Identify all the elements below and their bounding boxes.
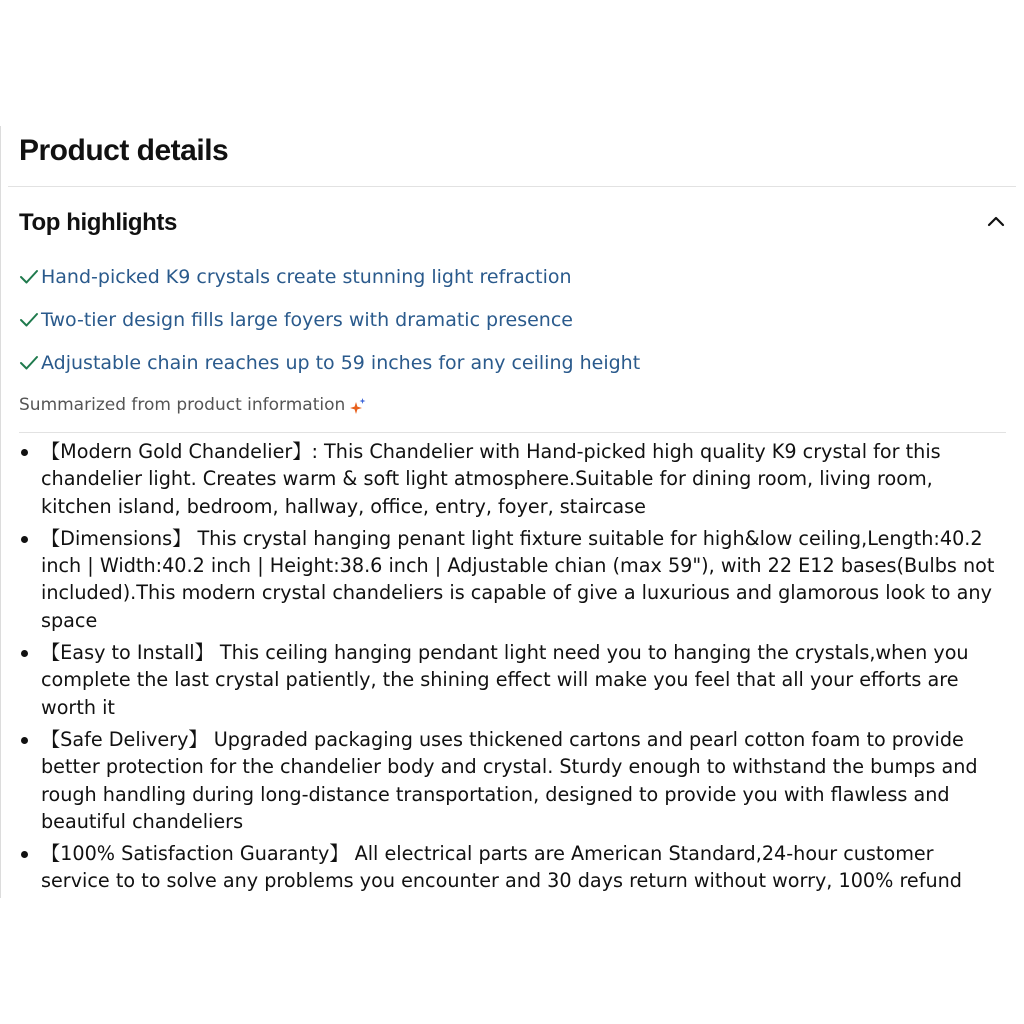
bullet [21, 449, 28, 456]
sparkle-icon [349, 397, 367, 415]
section-title: Top highlights [19, 209, 177, 236]
detail-text: 【100% Satisfaction Guaranty】 All electrical parts are American Standard,24-hour customer service to to solve any problems you encounter and 30 days return without worry, 100% refund [41, 842, 962, 893]
summary-text: Summarized from product information [19, 395, 346, 415]
detail-item [18, 438, 1008, 520]
checkmark-icon [19, 267, 39, 287]
bullet [21, 737, 28, 744]
highlights-list [19, 262, 640, 391]
bullet [21, 650, 28, 657]
detail-text: 【Safe Delivery】 Upgraded packaging uses thickened cartons and pearl cotton foam to provide better protection for the chandelier body and crystal. Sturdy enough to withstand the bumps and rough handling during long-distance transportation, designed to provide you with flawless and beautiful chandeliers [41, 727, 978, 833]
bullet [21, 536, 28, 543]
highlight-text: Adjustable chain reaches up to 59 inches for any ceiling height [41, 352, 641, 374]
bullet [21, 851, 28, 858]
detail-text: 【Dimensions】 This crystal hanging penant light fixture suitable for high&low ceiling,Length:40.2 inch | Width:40.2 inch | Height:38.6 inch | Adjustable chian (max 59"), with 22 E12 bases(Bulbs not included).This modern crystal chandeliers is capable of give a luxurious and glamorous look to any space [41, 526, 995, 632]
checkmark-icon [19, 353, 39, 373]
page-title: Product details [19, 134, 229, 167]
highlight-item [19, 305, 640, 348]
detail-item [18, 639, 1008, 721]
summary-note [19, 392, 367, 418]
checkmark-icon [19, 310, 39, 330]
detail-item [18, 840, 1008, 895]
detail-item [18, 726, 1008, 835]
highlight-item [19, 262, 640, 305]
detail-item [18, 525, 1008, 634]
chevron-up-icon[interactable] [985, 210, 1007, 232]
top-highlights-header[interactable] [19, 206, 1009, 240]
divider [19, 432, 1006, 433]
detail-text: 【Modern Gold Chandelier】: This Chandelier with Hand-picked high quality K9 crystal for this chandelier light. Creates warm & soft light atmosphere.Suitable for dining room, living room, kitchen island, bedroom, hallway, office, entry, foyer, staircase [41, 440, 941, 518]
highlight-item [19, 348, 640, 391]
highlight-text: Two-tier design fills large foyers with dramatic presence [41, 309, 573, 331]
divider [8, 186, 1016, 187]
highlight-text: Hand-picked K9 crystals create stunning light refraction [41, 266, 572, 288]
detail-text: 【Easy to Install】 This ceiling hanging pendant light need you to hanging the crystals,when you complete the last crystal patiently, the shining effect will make you feel that all your efforts are worth it [41, 641, 969, 719]
product-details-list [18, 438, 1008, 900]
